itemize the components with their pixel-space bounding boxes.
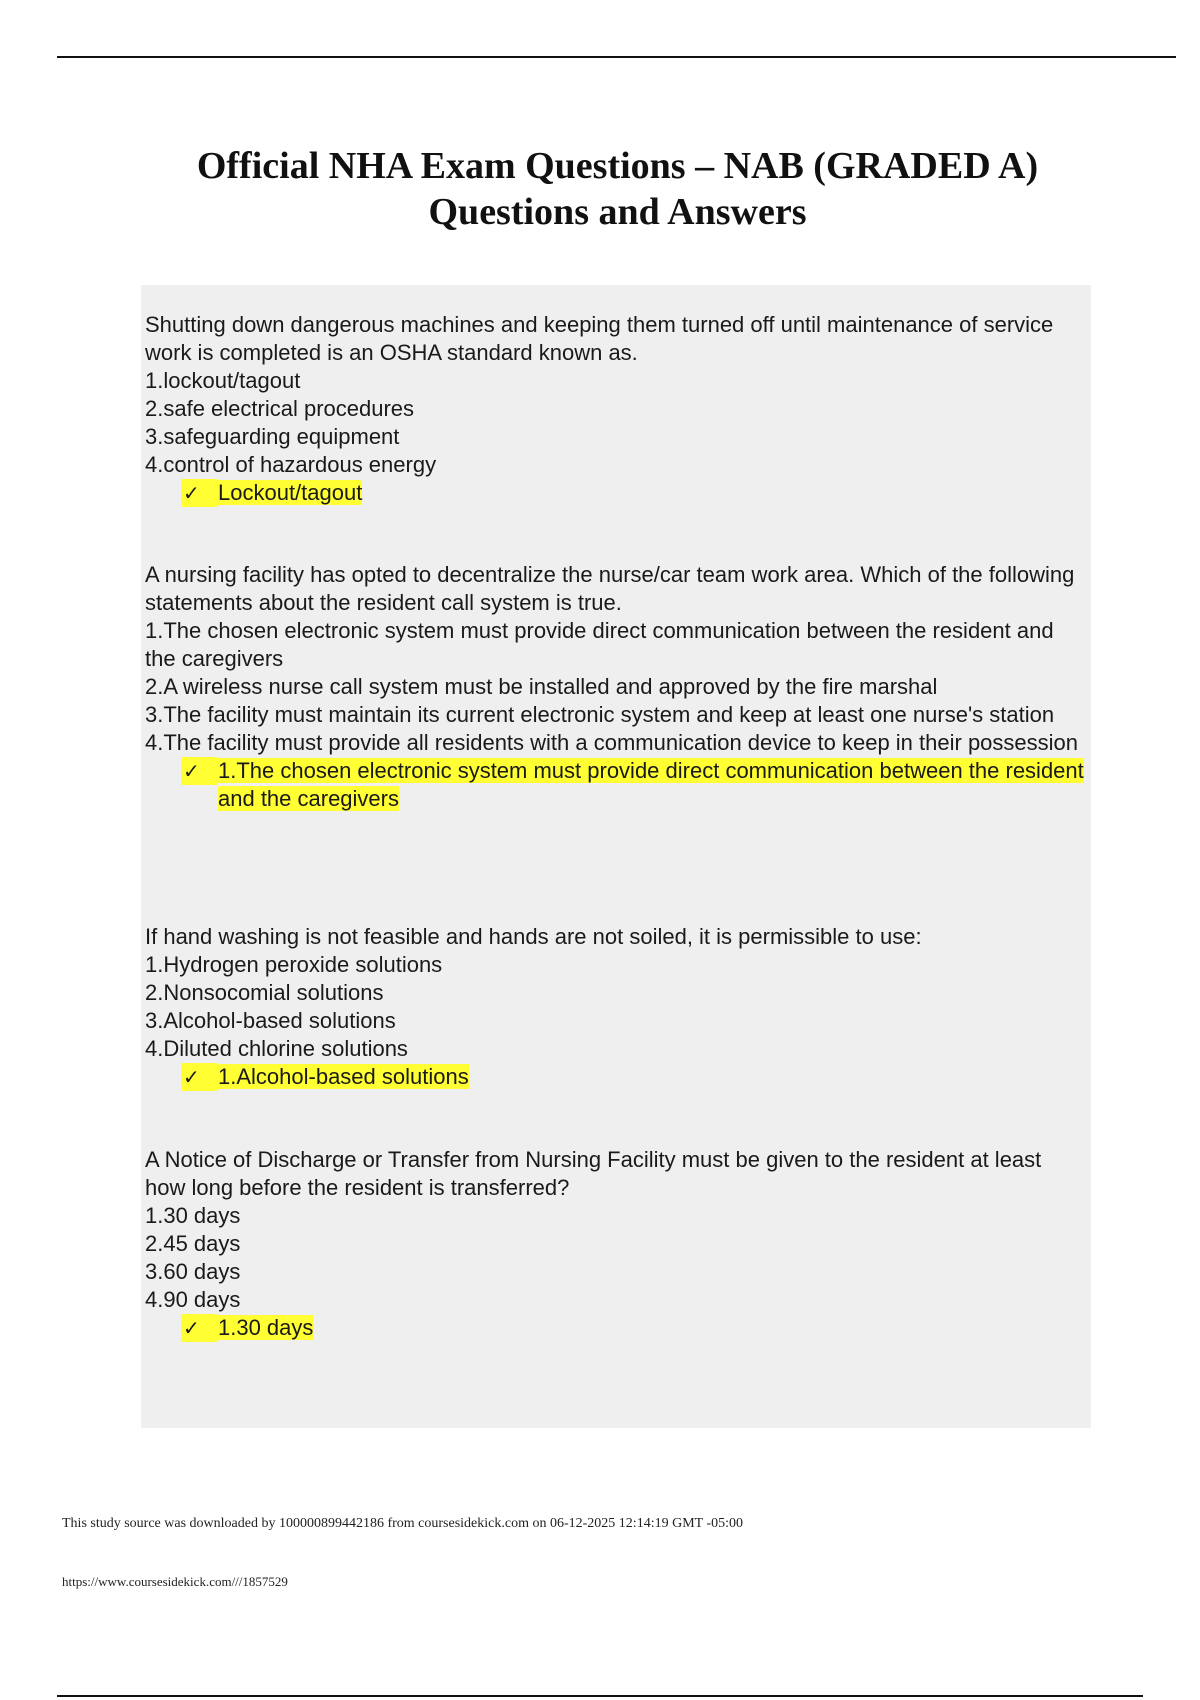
answer-option: 1.Hydrogen peroxide solutions [145, 952, 443, 977]
answer-option: 2.A wireless nurse call system must be installed and approved by the fire marshal [145, 674, 938, 699]
answer-option: 1.lockout/tagout [145, 368, 301, 393]
download-source-note: This study source was downloaded by 100000899442186 from coursesidekick.com on 06-12-2025 12:14:19 GMT -05:00 [62, 1516, 743, 1531]
correct-answer [181, 479, 1085, 507]
question-text: If hand washing is not feasible and hands are not soiled, it is permissible to use: [145, 924, 922, 949]
answer-option: 4.Diluted chlorine solutions [145, 1036, 408, 1061]
answer-option: 1.30 days [145, 1203, 241, 1228]
correct-answer [181, 1314, 1085, 1342]
correct-answer [181, 757, 1085, 813]
answer-option: 1.The chosen electronic system must provide direct communication between the resident and the caregivers [145, 618, 1054, 671]
correct-answer [181, 1063, 1085, 1091]
check-icon: ✓ [181, 757, 218, 785]
check-icon: ✓ [181, 1314, 218, 1342]
question-text: A Notice of Discharge or Transfer from Nursing Facility must be given to the resident at least how long before the resident is transferred? [145, 1147, 1042, 1200]
question-1 [145, 311, 1085, 507]
top-rule [57, 56, 1176, 58]
answer-option: 2.safe electrical procedures [145, 396, 415, 421]
question-3 [145, 923, 1085, 1091]
source-url-link[interactable]: https://www.coursesidekick.com///1857529 [62, 1574, 288, 1589]
answer-option: 4.control of hazardous energy [145, 452, 437, 477]
question-4 [145, 1146, 1085, 1342]
title-line-1: Official NHA Exam Questions – NAB (GRADED A) [196, 145, 1039, 187]
answer-option: 4.The facility must provide all residents with a communication device to keep in their possession [145, 730, 1079, 755]
answer-option: 2.45 days [145, 1231, 241, 1256]
question-text: A nursing facility has opted to decentralize the nurse/car team work area. Which of the following statements about the resident call system is true. [145, 562, 1075, 615]
question-2 [145, 561, 1085, 813]
correct-answer-text: 1.30 days [218, 1315, 314, 1340]
title-line-2: Questions and Answers [428, 191, 807, 233]
answer-option: 3.safeguarding equipment [145, 424, 400, 449]
correct-answer-text: Lockout/tagout [218, 480, 363, 505]
answer-option: 3.60 days [145, 1259, 241, 1284]
correct-answer-text: 1.Alcohol-based solutions [218, 1064, 469, 1089]
answer-option: 3.The facility must maintain its current electronic system and keep at least one nurse's station [145, 702, 1055, 727]
question-text: Shutting down dangerous machines and keeping them turned off until maintenance of service work is completed is an OSHA standard known as. [145, 312, 1054, 365]
bottom-rule [57, 1695, 1143, 1697]
check-icon: ✓ [181, 1063, 218, 1091]
answer-option: 3.Alcohol-based solutions [145, 1008, 396, 1033]
check-icon: ✓ [181, 479, 218, 507]
correct-answer-text: 1.The chosen electronic system must provide direct communication between the resident and the caregivers [218, 758, 1084, 811]
answer-option: 2.Nonsocomial solutions [145, 980, 384, 1005]
answer-option: 4.90 days [145, 1287, 241, 1312]
document-title [100, 143, 1135, 235]
